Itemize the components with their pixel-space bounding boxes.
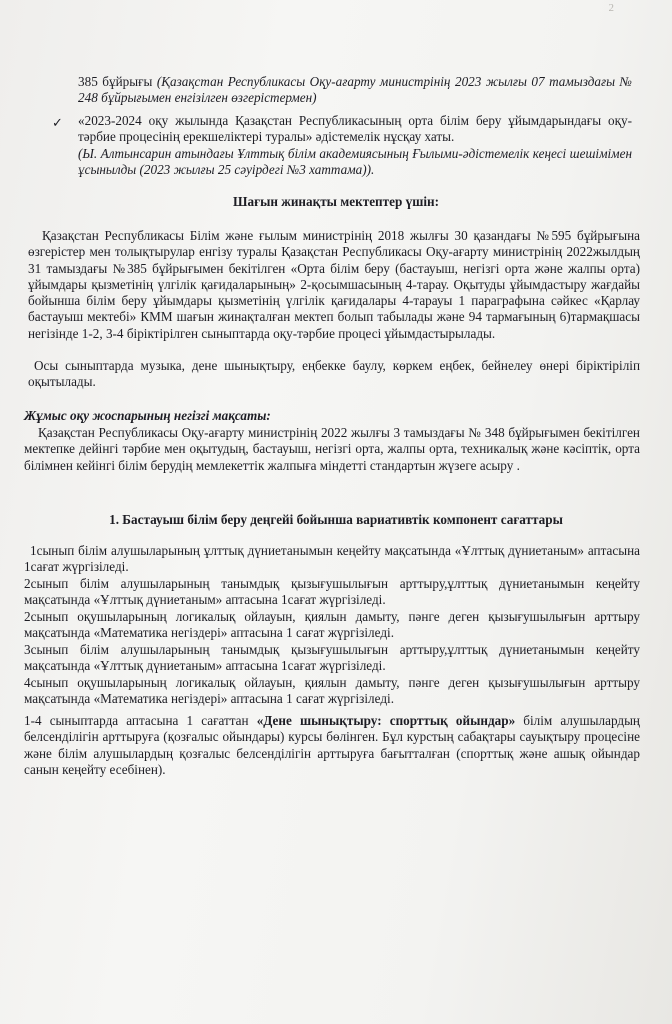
- checkmark-icon: ✓: [52, 115, 63, 130]
- sport-course-description: білім алушылардың белсенділігін арттыруға (қозғалыс ойындары) курсы бөлінген. Бұл курстың сабақтары сауықтыру процесіне және білім алушылардың қозғалыс белсенділігін арттыруға бағытталған (спорттық және ашық ойындар санын кеңейту есебінен).: [24, 713, 640, 777]
- order-number-text: 385 бұйрығы: [78, 74, 153, 89]
- combined-subjects-paragraph: Осы сыныптарда музыка, дене шынықтыру, еңбекке баулу, көркем еңбек, бейнелеу өнері біріктіріліп оқытылады.: [28, 358, 640, 390]
- grade-item: 2сынып оқушыларының логикалық ойлауын, қиялын дамыту, пәнге деген қызығушылығын арттыру мақсатында «Математика негіздері» аптасына 1 сағат жүргізіледі.: [24, 609, 640, 641]
- sport-course-prefix: 1-4 сыныптарда аптасына 1 сағаттан: [24, 713, 249, 728]
- page-number: 2: [608, 2, 614, 14]
- grade-item: 4сынып оқушыларының логикалық ойлауын, қиялын дамыту, пәнге деген қызығушылығын арттыру мақсатында «Математика негіздері» аптасына 1 сағат жүргізіледі.: [24, 675, 640, 707]
- methodical-letter-note: (Ы. Алтынсарин атындағы Ұлттық білім академиясының Ғылыми-әдістемелік кеңесі шешімімен ұсынылды (2023 жылғы 25 сәуірдегі №3 хаттама)).: [78, 146, 632, 178]
- grade-item: 1сынып білім алушыларының ұлттық дүниетанымын кеңейту мақсатында «Ұлттық дүниетаным» аптасына 1сағат жүргізіледі.: [24, 543, 640, 575]
- section-variative-heading: 1. Бастауыш білім беру деңгейі бойынша вариативтік компонент сағаттары: [109, 512, 563, 527]
- grade-item: 2сынып білім алушыларының танымдық қызығушылығын арттыру,ұлттық дүниетанымын кеңейту мақсатында «Ұлттық дүниетаным» аптасына 1сағат жүргізіледі.: [24, 576, 640, 608]
- sport-course-title: «Дене шынықтыру: спорттық ойындар»: [256, 713, 516, 728]
- plan-goal-heading: Жұмыс оқу жоспарының негізгі мақсаты:: [24, 408, 271, 423]
- grade-item: 3сынып білім алушыларының танымдық қызығушылығын арттыру,ұлттық дүниетанымын кеңейту мақсатында «Ұлттық дүниетаным» аптасына 1сағат жүргізіледі.: [24, 642, 640, 674]
- small-schools-heading: Шағын жинақты мектептер үшін:: [233, 194, 439, 209]
- small-schools-paragraph: Қазақстан Республикасы Білім және ғылым министрінің 2018 жылғы 30 қазандағы №595 бұйрығына өзгерістер мен толықтырулар енгізу туралы Қазақстан Республикасы Оқу-ағарту министрінің 2022жылдың 31 тамыздағы №385 бұйрығымен бекітілген «Орта білім беру (бастауыш, негізгі орта және жалпы орта) ұйымдары қызметінің үлгілік қағидаларының» 2-қосымшасының 4-тарау. Оқытуды ұйымдастыру жағдайы бойынша білім беру ұйымдары қызметінің үлгілік қағидалары 4-тарауы 1 параграфына сәйкес «Қарлау бастауыш мектебі» КММ шағын жинақталған мектеп болып табылады және 94 тармағының 6)тармақшасы негізінде 1-2, 3-4 біріктірілген сыныптарда оқу-тәрбие процесі ұйымдастырылады.: [28, 228, 640, 341]
- sport-course-paragraph: [24, 713, 640, 778]
- methodical-letter-item: [78, 113, 632, 146]
- plan-goal-paragraph: Қазақстан Республикасы Оқу-ағарту министрінің 2022 жылғы 3 тамыздағы № 348 бұйрығымен бекітілген мектепке дейінгі тәрбие мен оқытудың, бастауыш, негізгі орта, жалпы орта, техникалық және кәсіптік, орта білімнен кейінгі білім берудің мемлекеттік жалпыға міндетті стандартын жүзеге асыру .: [24, 425, 640, 473]
- methodical-letter-title: «2023-2024 оқу жылында Қазақстан Республикасының орта білім беру ұйымдарындағы оқу-тәрбие процесінің ерекшеліктері туралы» әдістемелік нұсқау хаты.: [78, 113, 632, 145]
- order-continuation: [78, 74, 632, 107]
- order-amendment-note: (Қазақстан Республикасы Оқу-ағарту министрінің 2023 жылғы 07 тамыздағы № 248 бұйрығымен енгізілген өзгерістермен): [78, 74, 632, 106]
